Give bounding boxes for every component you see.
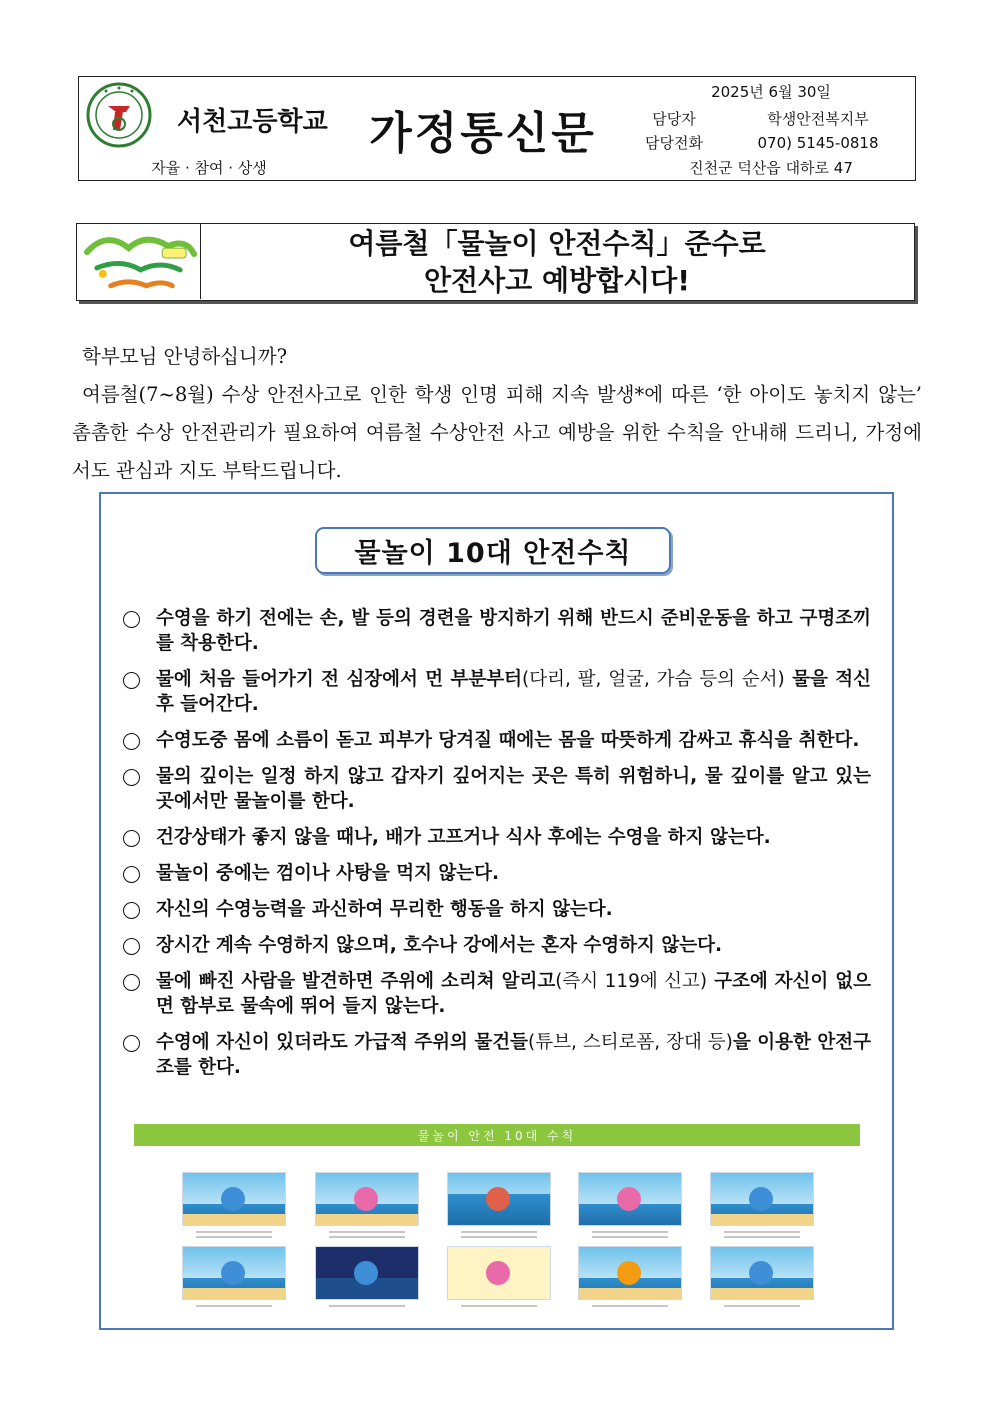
list-item: 물놀이 중에는 껌이나 사탕을 먹지 않는다. bbox=[123, 861, 871, 886]
cartoon-panel-10 bbox=[710, 1246, 814, 1300]
panel-caption bbox=[447, 1228, 551, 1246]
list-item: 건강상태가 좋지 않을 때나, 배가 고프거나 식사 후에는 수영을 하지 않는다. bbox=[123, 825, 871, 850]
title-banner bbox=[76, 223, 915, 301]
panel-caption bbox=[578, 1228, 682, 1246]
cartoon-panel-7 bbox=[315, 1246, 419, 1300]
bullet-circle-icon bbox=[123, 866, 140, 883]
bullet-circle-icon bbox=[123, 902, 140, 919]
panel-caption bbox=[578, 1302, 682, 1320]
rules-list bbox=[123, 606, 871, 1091]
list-item: 물에 빠진 사람을 발견하면 주위에 소리쳐 알리고(즉시 119에 신고) 구조에 자신이 없으면 함부로 물속에 뛰어 들지 않는다. bbox=[123, 969, 871, 1019]
banner-line-1: 여름철「물놀이 안전수칙」준수로 bbox=[348, 226, 766, 260]
bullet-circle-icon bbox=[123, 938, 140, 955]
list-item: 물의 깊이는 일정 하지 않고 갑자기 깊어지는 곳은 특히 위험하니, 물 깊이를 알고 있는 곳에서만 물놀이를 한다. bbox=[123, 764, 871, 814]
panel-caption bbox=[710, 1302, 814, 1320]
bullet-circle-icon bbox=[123, 974, 140, 991]
safety-illustration bbox=[134, 1124, 860, 1314]
contact-value: 학생안전복지부 bbox=[767, 110, 869, 128]
phone-value: 070) 5145-0818 bbox=[757, 133, 879, 152]
cartoon-panel-3 bbox=[447, 1172, 551, 1226]
rules-title: 물놀이 10대 안전수칙 bbox=[315, 527, 671, 574]
campaign-logo-icon bbox=[77, 224, 201, 299]
school-address: 진천군 덕산읍 대하로 47 bbox=[689, 158, 853, 177]
cartoon-panel-6 bbox=[182, 1246, 286, 1300]
school-name: 서천고등학교 bbox=[177, 107, 328, 137]
list-item: 수영도중 몸에 소름이 돋고 피부가 당겨질 때에는 몸을 따뜻하게 감싸고 휴식을 취한다. bbox=[123, 728, 871, 753]
greeting: 학부모님 안녕하십니까? bbox=[82, 345, 288, 368]
banner-line-2: 안전사고 예방합시다! bbox=[424, 263, 690, 297]
banner-headline bbox=[201, 224, 913, 299]
cartoon-panel-8 bbox=[447, 1246, 551, 1300]
panel-caption bbox=[447, 1302, 551, 1320]
panel-caption bbox=[710, 1228, 814, 1246]
cartoon-panel-4 bbox=[578, 1172, 682, 1226]
panel-caption bbox=[182, 1302, 286, 1320]
list-item: 장시간 계속 수영하지 않으며, 호수나 강에서는 혼자 수영하지 않는다. bbox=[123, 933, 871, 958]
bullet-circle-icon bbox=[123, 672, 140, 689]
intro-text bbox=[72, 338, 922, 490]
contact-label: 담당자 bbox=[652, 110, 696, 128]
panel-caption bbox=[315, 1302, 419, 1320]
cartoon-panel-2 bbox=[315, 1172, 419, 1226]
list-item: 수영을 하기 전에는 손, 발 등의 경련을 방지하기 위해 반드시 준비운동을 하고 구명조끼를 착용한다. bbox=[123, 606, 871, 656]
safety-rules-box bbox=[99, 492, 894, 1330]
panel-caption bbox=[315, 1228, 419, 1246]
illustration-title-bar: 물놀이 안전 10대 수칙 bbox=[134, 1124, 860, 1146]
school-emblem-icon bbox=[86, 82, 152, 148]
list-item: 자신의 수영능력을 과신하여 무리한 행동을 하지 않는다. bbox=[123, 897, 871, 922]
cartoon-panel-1 bbox=[182, 1172, 286, 1226]
list-item: 물에 처음 들어가기 전 심장에서 먼 부분부터(다리, 팔, 얼굴, 가슴 등의 순서) 물을 적신 후 들어간다. bbox=[123, 667, 871, 717]
phone-label: 담당전화 bbox=[645, 134, 703, 152]
list-item: 수영에 자신이 있더라도 가급적 주위의 물건들(튜브, 스티로폼, 장대 등)을 이용한 안전구조를 한다. bbox=[123, 1030, 871, 1080]
intro-body: 여름철(7~8월) 수상 안전사고로 인한 학생 인명 피해 지속 발생*에 따른 ‘한 아이도 놓치지 않는’ 촘촘한 수상 안전관리가 필요하여 여름철 수상안전 사고 예방을 위한 수칙을 안내해 드리니, 가정에서도 관심과 지도 부탁드립니다. bbox=[72, 383, 922, 482]
bullet-circle-icon bbox=[123, 769, 140, 786]
bullet-circle-icon bbox=[123, 733, 140, 750]
bullet-circle-icon bbox=[123, 611, 140, 628]
bullet-circle-icon bbox=[123, 1035, 140, 1052]
school-motto: 자율 · 참여 · 상생 bbox=[151, 158, 267, 177]
letter-header bbox=[78, 76, 916, 181]
school-cell bbox=[79, 77, 339, 154]
bullet-circle-icon bbox=[123, 830, 140, 847]
issue-date: 2025년 6월 30일 bbox=[711, 83, 831, 101]
cartoon-panel-5 bbox=[710, 1172, 814, 1226]
document-title: 가정통신문 bbox=[369, 107, 597, 159]
panel-caption bbox=[182, 1228, 286, 1246]
cartoon-panel-9 bbox=[578, 1246, 682, 1300]
